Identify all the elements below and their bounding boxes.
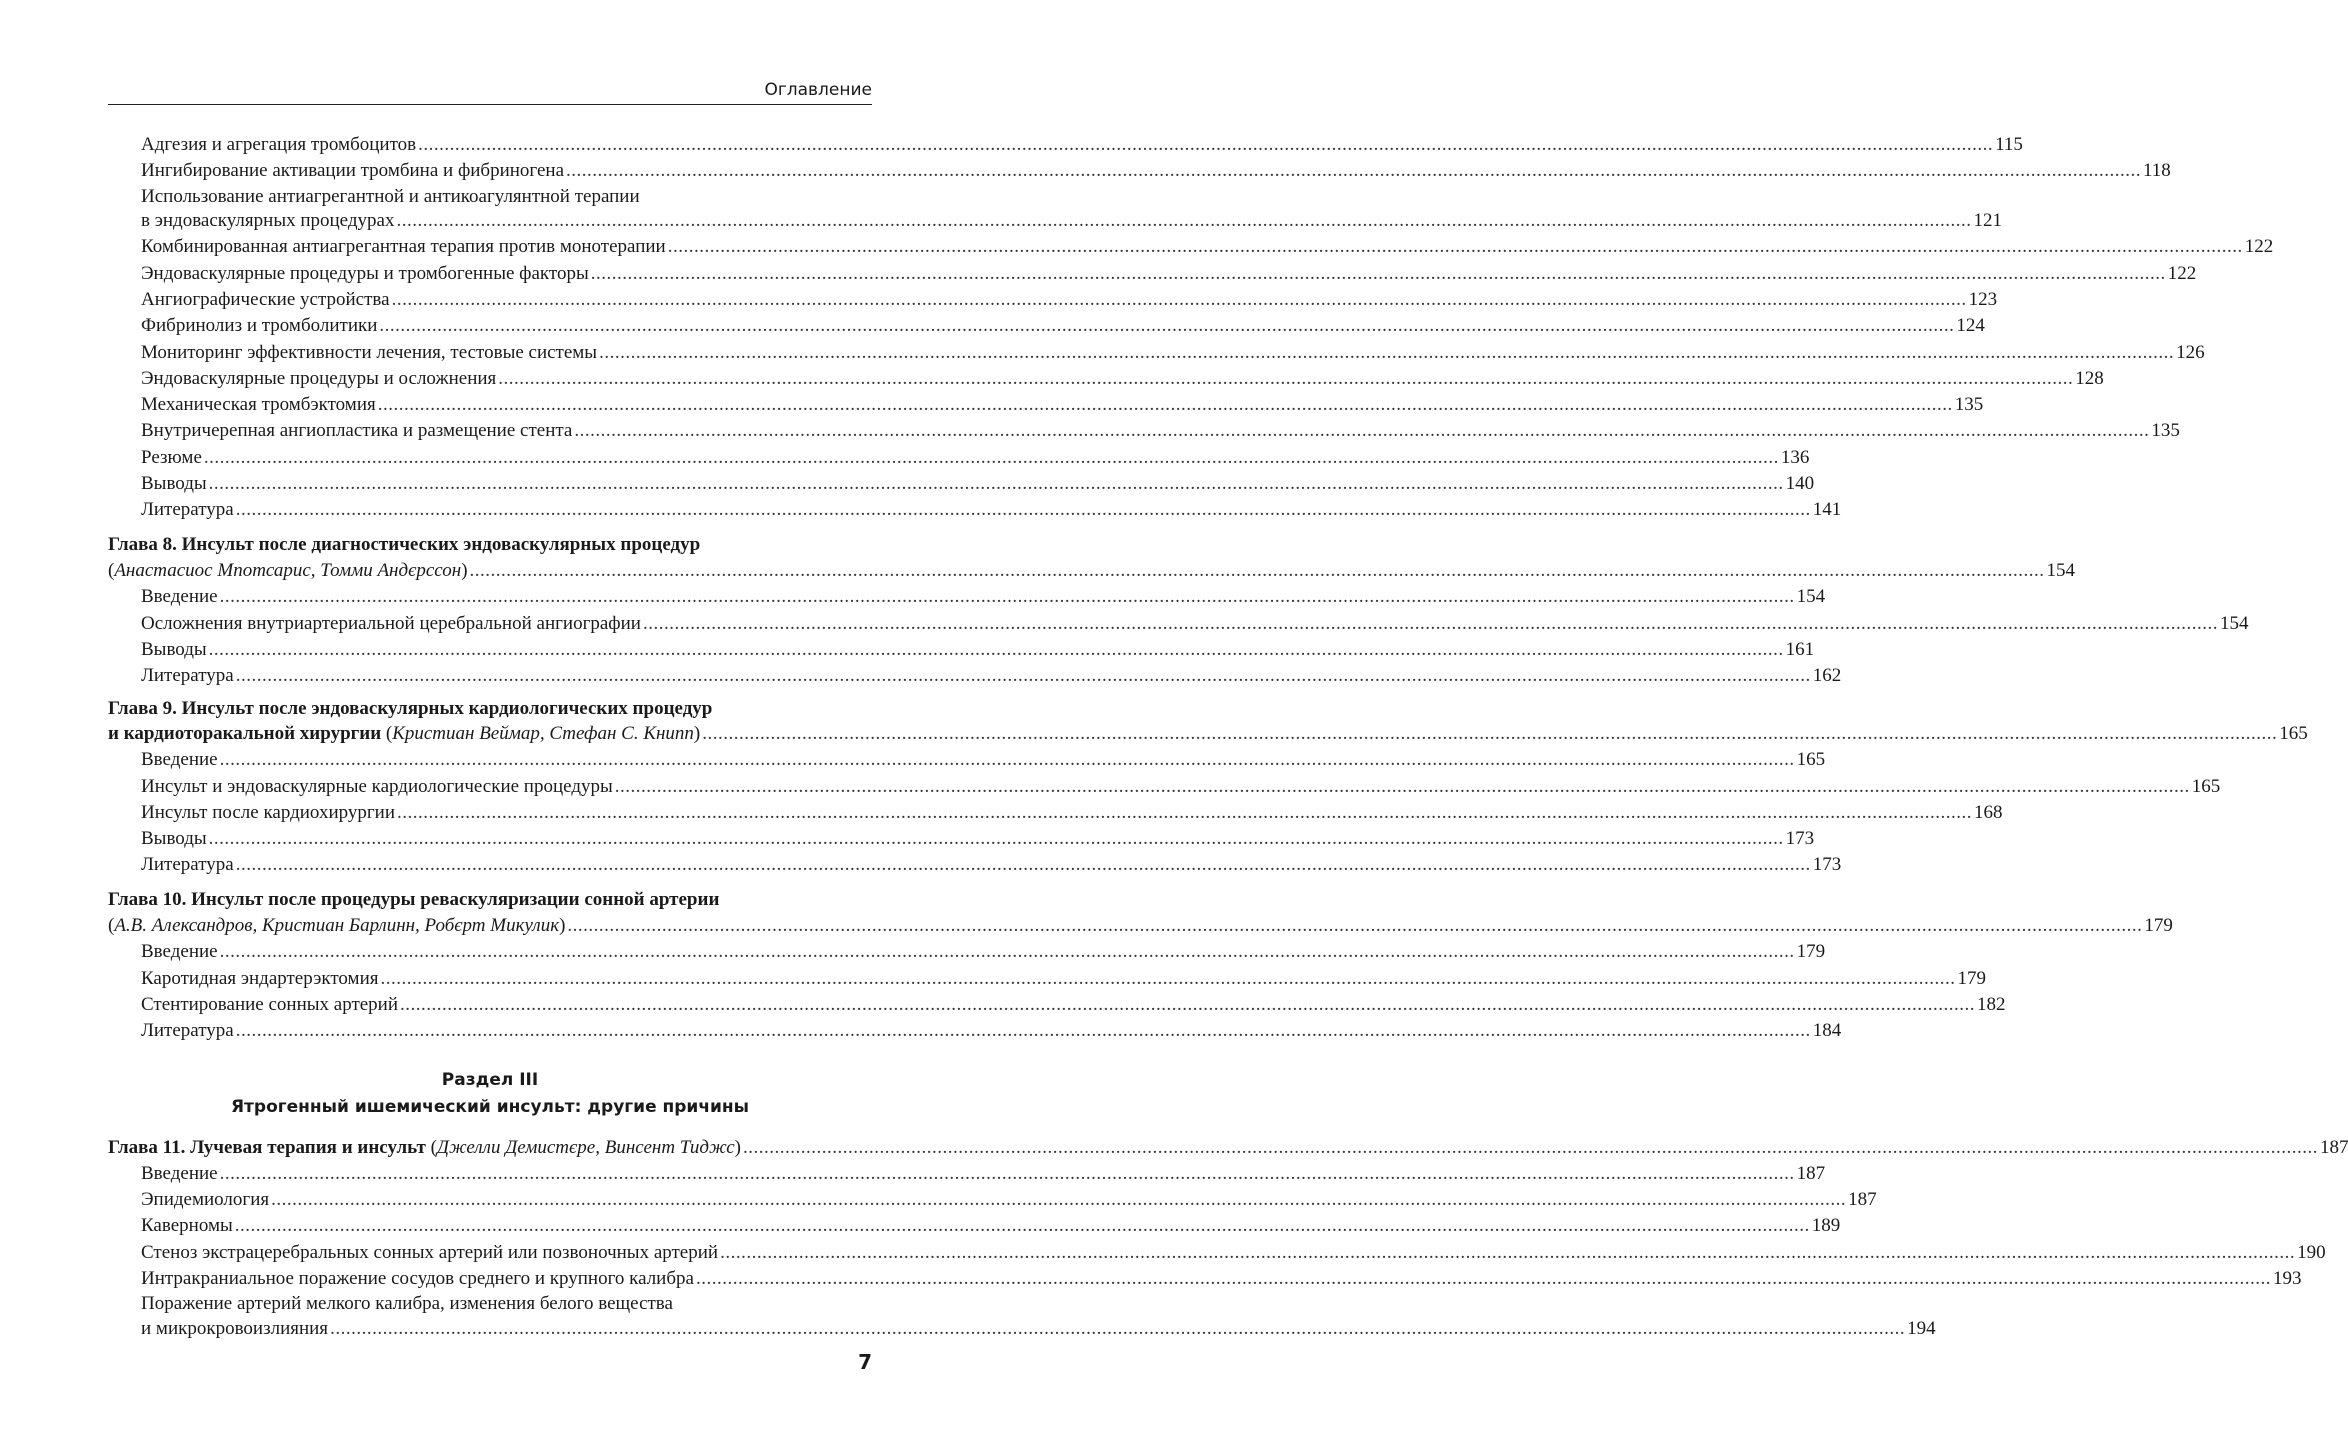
- toc-entry-line2[interactable]: [108, 208, 2002, 234]
- toc-entry[interactable]: [108, 158, 2171, 184]
- chapter-title: Глава 10. Инсульт после процедуры реваскуляризации сонной артерии: [108, 888, 720, 910]
- toc-entry[interactable]: [108, 1213, 1841, 1239]
- dot-leader: ............................................................................................................................................................................................................................................................................................................: [702, 722, 2278, 744]
- entry-title: Внутричерепная ангиопластика и размещение стента: [141, 420, 573, 442]
- entry-page: 173: [1812, 854, 1842, 876]
- entry-page: 154: [1796, 586, 1826, 608]
- entry-title: Литература: [141, 499, 234, 521]
- entry-title: Механическая тромбэктомия: [141, 394, 376, 416]
- entry-page: 141: [1812, 499, 1842, 521]
- chapter-page: 187: [2319, 1136, 2348, 1158]
- entry-page: 115: [1995, 134, 2023, 155]
- entry-title: Литература: [141, 854, 234, 876]
- section-title: Ятрогенный ишемический инсульт: другие причины: [230, 1096, 750, 1117]
- entry-page: 179: [1957, 967, 1986, 989]
- dot-leader: ............................................................................................................................................................................................................................................................................................................: [498, 367, 2074, 389]
- entry-page: 187: [1848, 1189, 1877, 1211]
- dot-leader: ............................................................................................................................................................................................................................................................................................................: [695, 1267, 2271, 1289]
- toc-entry[interactable]: [108, 584, 1826, 610]
- toc-entry[interactable]: [108, 287, 1998, 313]
- entry-title: Инсульт и эндоваскулярные кардиологические процедуры: [141, 775, 613, 797]
- entry-title: Стентирование сонных артерий: [141, 993, 399, 1015]
- toc-entry[interactable]: [108, 366, 2104, 392]
- entry-title: Каротидная эндартерэктомия: [141, 967, 379, 989]
- dot-leader: ............................................................................................................................................................................................................................................................................................................: [418, 134, 1994, 155]
- dot-leader: ............................................................................................................................................................................................................................................................................................................: [377, 394, 1953, 416]
- entry-title: Эндоваскулярные процедуры и осложнения: [141, 367, 497, 389]
- toc-entry[interactable]: [108, 800, 2003, 826]
- dot-leader: ............................................................................................................................................................................................................................................................................................................: [235, 854, 1811, 876]
- toc-entry-line1[interactable]: [108, 185, 872, 209]
- toc-entry[interactable]: [108, 1187, 1877, 1213]
- toc-entry[interactable]: [108, 445, 1810, 471]
- entry-page: 162: [1812, 665, 1842, 687]
- entry-title: Интракраниальное поражение сосудов среднего и крупного калибра: [141, 1267, 694, 1289]
- entry-page: 121: [1973, 210, 2002, 232]
- toc-entry[interactable]: [108, 1018, 1842, 1044]
- chapter-8-authors-line[interactable]: (Анастасиос Мпотсарис, Томми Андєрссон) ............................................................................................................................................................................................................................................................................................................ 154: [108, 558, 872, 584]
- dot-leader: ............................................................................................................................................................................................................................................................................................................: [271, 1189, 1847, 1211]
- entry-title: Ингибирование активации тромбина и фибриногена: [141, 160, 565, 182]
- toc-entry[interactable]: [108, 1240, 2326, 1266]
- chapter-9-title[interactable]: [108, 697, 872, 721]
- toc-entry-line1[interactable]: [108, 1292, 872, 1316]
- dot-leader: ............................................................................................................................................................................................................................................................................................................: [469, 559, 2045, 581]
- toc-entry[interactable]: [108, 392, 1984, 418]
- entry-title: Введение: [141, 1162, 218, 1184]
- dot-leader: ............................................................................................................................................................................................................................................................................................................: [599, 341, 2175, 363]
- chapter-9-authors-line[interactable]: и кардиоторакальной хирургии (Кристиан Веймар, Стефан С. Книпп) ............................................................................................................................................................................................................................................................................................................ 165: [108, 721, 872, 747]
- toc-entry[interactable]: [108, 234, 2274, 260]
- toc-entry[interactable]: [108, 939, 1826, 965]
- entry-page: 122: [2244, 236, 2274, 258]
- entry-page: 161: [1785, 638, 1815, 660]
- dot-leader: ............................................................................................................................................................................................................................................................................................................: [642, 612, 2218, 634]
- dot-leader: ............................................................................................................................................................................................................................................................................................................: [235, 1020, 1811, 1042]
- entry-page: 154: [2219, 612, 2249, 634]
- entry-page: 187: [1796, 1162, 1826, 1184]
- entry-page: 135: [1954, 394, 1984, 416]
- entry-title: Выводы: [141, 473, 207, 495]
- dot-leader: ............................................................................................................................................................................................................................................................................................................: [400, 993, 1976, 1015]
- entry-title: Выводы: [141, 638, 207, 660]
- entry-title: Резюме: [141, 446, 202, 468]
- chapter-authors: Анастасиос Мпотсарис, Томми Андєрссон: [114, 559, 462, 581]
- entry-title: Литература: [141, 665, 234, 687]
- entry-title: Комбинированная антиагрегантная терапия против монотерапии: [141, 236, 666, 258]
- entry-page: 136: [1780, 446, 1810, 468]
- entry-page: 194: [1907, 1317, 1936, 1339]
- entry-page: 135: [2151, 420, 2180, 442]
- dot-leader: ............................................................................................................................................................................................................................................................................................................: [208, 828, 1784, 850]
- chapter-title: Глава 9. Инсульт после эндоваскулярных кардиологических процедур: [108, 698, 713, 720]
- dot-leader: ............................................................................................................................................................................................................................................................................................................: [330, 1317, 1906, 1339]
- toc-entry[interactable]: [108, 663, 1842, 689]
- toc-entry[interactable]: [108, 966, 1986, 992]
- chapter-authors: Кристиан Веймар, Стефан С. Книпп: [392, 722, 694, 744]
- dot-leader: ............................................................................................................................................................................................................................................................................................................: [203, 446, 1779, 468]
- chapter-11-title-line[interactable]: Глава 11. Лучевая терапия и инсульт (Джелли Демистєре, Винсент Тиджс) ............................................................................................................................................................................................................................................................................................................ 187: [108, 1135, 872, 1161]
- dot-leader: ............................................................................................................................................................................................................................................................................................................: [667, 236, 2243, 258]
- toc-entry[interactable]: [108, 340, 2205, 366]
- chapter-page: 165: [2279, 722, 2308, 744]
- dot-leader: ............................................................................................................................................................................................................................................................................................................: [208, 473, 1784, 495]
- dot-leader: ............................................................................................................................................................................................................................................................................................................: [720, 1241, 2296, 1263]
- entry-page: 140: [1785, 473, 1815, 495]
- entry-page: 190: [2297, 1241, 2326, 1263]
- dot-leader: ............................................................................................................................................................................................................................................................................................................: [397, 801, 1972, 823]
- entry-title: Инсульт после кардиохирургии: [141, 801, 395, 823]
- toc-entry[interactable]: [108, 132, 2023, 158]
- chapter-8-title[interactable]: [108, 532, 872, 558]
- toc-entry-line2[interactable]: [108, 1316, 1936, 1342]
- dot-leader: ............................................................................................................................................................................................................................................................................................................: [219, 1162, 1795, 1184]
- toc-entry[interactable]: [108, 497, 1842, 523]
- chapter-authors: Джелли Демистєре, Винсент Тиджс: [436, 1136, 735, 1158]
- dot-leader: ............................................................................................................................................................................................................................................................................................................: [574, 420, 2150, 442]
- dot-leader: ............................................................................................................................................................................................................................................................................................................: [235, 665, 1811, 687]
- chapter-title: Глава 11. Лучевая терапия и инсульт: [108, 1136, 426, 1158]
- toc-entry[interactable]: [108, 261, 2197, 287]
- entry-page: 193: [2272, 1267, 2302, 1289]
- toc-entry[interactable]: [108, 471, 1815, 497]
- entry-title: Введение: [141, 586, 218, 608]
- dot-leader: ............................................................................................................................................................................................................................................................................................................: [391, 288, 1967, 310]
- chapter-page: 179: [2144, 915, 2173, 937]
- dot-leader: ............................................................................................................................................................................................................................................................................................................: [590, 262, 2166, 284]
- toc-entry[interactable]: [108, 418, 2180, 444]
- page-number: 7: [858, 1350, 872, 1374]
- entry-page: 173: [1785, 828, 1815, 850]
- chapter-title-cont: и кардиоторакальной хирургии: [108, 722, 382, 744]
- entry-title: Эпидемиология: [141, 1189, 270, 1211]
- entry-page: 128: [2075, 367, 2104, 389]
- entry-title: Использование антиагрегантной и антикоагулянтной терапии: [141, 185, 640, 207]
- entry-title: Ангиографические устройства: [141, 288, 390, 310]
- dot-leader: ............................................................................................................................................................................................................................................................................................................: [235, 499, 1811, 521]
- entry-title: Выводы: [141, 828, 207, 850]
- entry-title: Мониторинг эффективности лечения, тестовые системы: [141, 341, 598, 363]
- entry-title: Введение: [141, 941, 218, 963]
- header-rule: [108, 104, 872, 105]
- entry-title: Осложнения внутриартериальной церебральной ангиографии: [141, 612, 641, 634]
- chapter-authors: А.В. Александров, Кристиан Барлинн, Робєрт Микулик: [114, 915, 560, 937]
- chapter-10-authors-line[interactable]: (А.В. Александров, Кристиан Барлинн, Робєрт Микулик) ............................................................................................................................................................................................................................................................................................................ 179: [108, 913, 872, 939]
- entry-page: 182: [1977, 993, 2006, 1015]
- entry-page: 189: [1811, 1215, 1841, 1237]
- dot-leader: ............................................................................................................................................................................................................................................................................................................: [566, 160, 2142, 182]
- dot-leader: ............................................................................................................................................................................................................................................................................................................: [567, 915, 2143, 937]
- entry-title: в эндоваскулярных процедурах: [141, 210, 395, 232]
- chapter-title: Глава 8. Инсульт после диагностических эндоваскулярных процедур: [108, 533, 701, 555]
- entry-page: 168: [1974, 801, 2003, 823]
- entry-page: 184: [1812, 1020, 1842, 1042]
- chapter-10-title[interactable]: [108, 887, 872, 913]
- section-label: Раздел III: [441, 1069, 539, 1090]
- dot-leader: ............................................................................................................................................................................................................................................................................................................: [219, 586, 1795, 608]
- toc-entry[interactable]: [108, 774, 2221, 800]
- toc-entry[interactable]: [108, 637, 1815, 663]
- entry-title: и микрокровоизлияния: [141, 1317, 329, 1339]
- running-header-title: Оглавление: [764, 80, 872, 100]
- entry-page: 165: [2191, 775, 2221, 797]
- entry-page: 124: [1956, 315, 1985, 337]
- toc-entry[interactable]: [108, 992, 2006, 1018]
- entry-title: Литература: [141, 1020, 234, 1042]
- toc-entry[interactable]: [108, 611, 2249, 637]
- entry-page: 126: [2176, 341, 2205, 363]
- toc-entry[interactable]: [108, 313, 1985, 339]
- dot-leader: ............................................................................................................................................................................................................................................................................................................: [396, 210, 1972, 232]
- entry-title: Эндоваскулярные процедуры и тромбогенные факторы: [141, 262, 589, 284]
- entry-page: 123: [1968, 288, 1998, 310]
- dot-leader: ............................................................................................................................................................................................................................................................................................................: [742, 1136, 2318, 1158]
- dot-leader: ............................................................................................................................................................................................................................................................................................................: [380, 967, 1956, 989]
- entry-title: Фибринолиз и тромболитики: [141, 315, 378, 337]
- entry-page: 179: [1796, 941, 1826, 963]
- entry-page: 165: [1796, 749, 1826, 771]
- toc-entry[interactable]: [108, 852, 1842, 878]
- dot-leader: ............................................................................................................................................................................................................................................................................................................: [219, 749, 1795, 771]
- dot-leader: ............................................................................................................................................................................................................................................................................................................: [234, 1215, 1810, 1237]
- chapter-page: 154: [2046, 559, 2076, 581]
- table-of-contents: [108, 132, 2348, 1342]
- dot-leader: ............................................................................................................................................................................................................................................................................................................: [614, 775, 2190, 797]
- dot-leader: ............................................................................................................................................................................................................................................................................................................: [219, 941, 1795, 963]
- entry-title: Адгезия и агрегация тромбоцитов: [141, 134, 417, 155]
- entry-title: Введение: [141, 749, 218, 771]
- entry-page: 118: [2143, 160, 2171, 182]
- entry-title: Поражение артерий мелкого калибра, изменения белого вещества: [141, 1293, 673, 1315]
- entry-title: Каверномы: [141, 1215, 233, 1237]
- toc-entry[interactable]: [108, 1266, 2302, 1292]
- dot-leader: ............................................................................................................................................................................................................................................................................................................: [208, 638, 1784, 660]
- entry-page: 122: [2167, 262, 2197, 284]
- dot-leader: ............................................................................................................................................................................................................................................................................................................: [379, 315, 1955, 337]
- toc-entry[interactable]: [108, 747, 1826, 773]
- toc-entry[interactable]: [108, 1161, 1826, 1187]
- toc-entry[interactable]: [108, 826, 1815, 852]
- entry-title: Стеноз экстрацеребральных сонных артерий или позвоночных артерий: [141, 1241, 719, 1263]
